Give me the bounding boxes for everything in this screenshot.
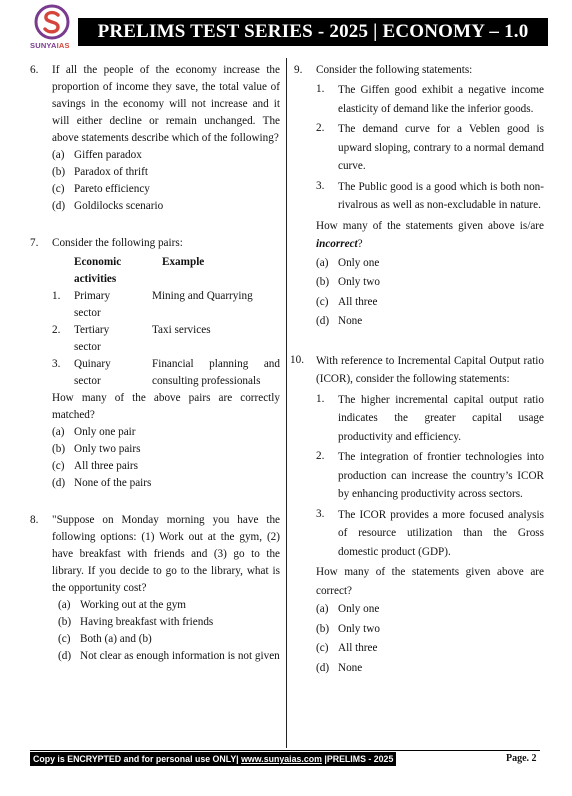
option: (c) Pareto efficiency [52, 183, 150, 195]
option: (a) Only one [316, 603, 380, 615]
statement: 2. The demand curve for a Veblen good is upward sloping, contrary to a normal demand curve. [316, 122, 544, 172]
question-10 [290, 352, 544, 679]
option: (b) Having breakfast with friends [58, 616, 214, 628]
statement: 3. The ICOR provides a more focused analysis of resource utilization than the Gross domestic product (GDP). [316, 507, 544, 558]
footer-notice: Copy is ENCRYPTED and for personal use ONLY| [33, 754, 242, 764]
pair-row: 3. Quinary sector Financial planning and [52, 358, 280, 387]
page-number: Page. 2 [506, 753, 537, 764]
question-text: With reference to Incremental Capital Output ratio (ICOR), consider the following statements: [316, 354, 544, 385]
footer-rule [30, 750, 540, 751]
question-text: Consider the following pairs: [52, 237, 183, 249]
sunya-ias-logo [30, 4, 74, 52]
statement: 3. The Public good is a good which is both non-rivalrous as well as non-excludable in nature. [316, 179, 544, 211]
question-9 [294, 62, 544, 332]
pair-row: 1. Primary sector Mining and Quarrying [52, 290, 253, 319]
statement: 1. The higher incremental capital output ratio indicates the greater capital usage productivity and efficiency. [316, 392, 544, 443]
right-column [290, 62, 544, 698]
question-ask: How many of the above pairs are correctly matched? [52, 392, 280, 421]
option: (a) Only one pair [52, 426, 136, 438]
logo-s-icon [34, 4, 70, 40]
option: (c) All three [316, 642, 378, 654]
pairs-header: Economic activities Example [74, 256, 205, 285]
option: (d) None [316, 661, 363, 674]
statements-list [316, 391, 544, 562]
question-text: If all the people of the economy increase the proportion of income they save, the total value of savings in the economy will not increase and it will either decline or remain unchanged. The above statements describe which of the following? [52, 64, 280, 144]
left-column [30, 62, 280, 685]
option: (c) All three [316, 295, 378, 308]
options-list [52, 147, 280, 215]
statement: 1. The Giffen good exhibit a negative income elasticity of demand like the inferior goods. [316, 83, 544, 115]
option: (a) Only one [316, 256, 380, 269]
question-ask: How many of the statements given above is/are incorrect? [316, 219, 544, 250]
question-7 [30, 235, 280, 492]
question-number: 7. [30, 237, 39, 249]
column-divider [286, 58, 287, 748]
question-6 [30, 62, 280, 215]
pair-row-continued: consulting professionals [152, 375, 261, 387]
footer-bar [30, 752, 396, 766]
logo-wordmark: SUNYAIAS [30, 41, 70, 50]
question-ask: How many of the statements given above are correct? [316, 566, 544, 597]
emphasis-incorrect: incorrect [316, 238, 358, 250]
option: (b) Paradox of thrift [52, 166, 148, 178]
pair-row: 2. Tertiary sector Taxi services [52, 324, 211, 353]
option: (c) Both (a) and (b) [58, 633, 152, 645]
question-number: 6. [30, 64, 39, 76]
options-list [316, 254, 544, 332]
question-number: 9. [294, 64, 303, 76]
statement: 2. The integration of frontier technologies into production can increase the country’s ICOR by enhancing productivity across sectors. [316, 450, 544, 500]
statements-list [316, 81, 544, 215]
question-text: Consider the following statements: [316, 64, 473, 76]
website-link[interactable]: www.sunyaias.com [241, 754, 322, 764]
pairs-table [52, 254, 280, 390]
question-number: 10. [290, 353, 304, 366]
option: (d) Goldilocks scenario [52, 200, 164, 212]
options-list [52, 597, 280, 665]
option: (c) All three pairs [52, 460, 138, 472]
question-text: "Suppose on Monday morning you have the following options: (1) Work out at the gym, (2) have breakfast with friends and (3) go to the library. If you decide to go to the library, what is the opportunity cost? [52, 514, 280, 594]
option: (d) Not clear as enough information is not given [58, 650, 280, 662]
question-number: 8. [30, 514, 39, 526]
option: (d) None of the pairs [52, 477, 152, 489]
page-title: PRELIMS TEST SERIES - 2025 | ECONOMY – 1.0 [78, 18, 548, 46]
footer-series: |PRELIMS - 2025 [321, 754, 394, 764]
option: (a) Giffen paradox [52, 149, 142, 161]
option: (b) Only two [316, 622, 380, 635]
option: (b) Only two pairs [52, 443, 141, 455]
option: (a) Working out at the gym [58, 599, 186, 611]
options-list [316, 600, 544, 678]
options-list [52, 424, 280, 492]
option: (d) None [316, 315, 363, 327]
option: (b) Only two [316, 276, 380, 288]
question-8 [30, 512, 280, 665]
